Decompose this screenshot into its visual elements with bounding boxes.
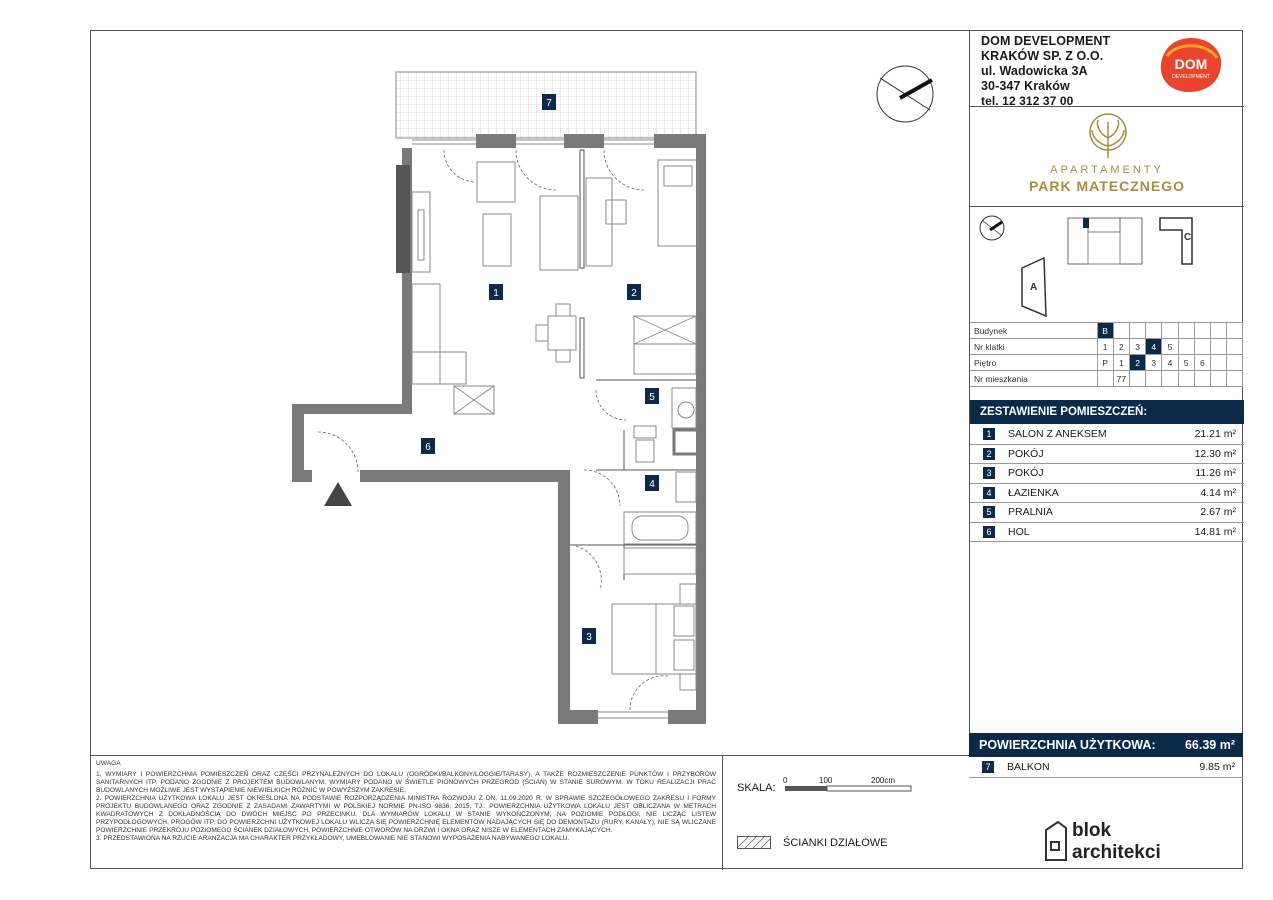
location-table-row — [970, 355, 1243, 371]
room-row — [970, 503, 1244, 523]
location-table-cell — [1130, 371, 1146, 387]
room-name: POKÓJ — [1008, 447, 1044, 460]
note-item: 1. WYMIARY I POWIERZCHNIA POMIESZCZEŃ ORAZ CZĘŚCI PRZYNALEŻNYCH DO LOKALU (OGRÓDKI/BALKONY/LOGGIE/TARASY), A TAKŻE ROZMIESZCZENIE PUNKTÓW I PRZYBORÓW SANITARNYCH ITP. PODANO ZGODNIE Z PROJEKTEM BUDOWLANYM. WYMIARY PODANO W ŚWIETLE PIONOWYCH PRZEGRÓD (ŚCIAN) W STANIE SUROWYM. W TOKU REALIZACJI PRAC BUDOWLANYCH MOŻLIWE JEST WYSTĄPIENIE NIEWIELKICH RÓŻNIC W POWYŻSZYM ZAKRESIE. — [96, 771, 716, 794]
keyplan-label-a: A — [1030, 282, 1038, 293]
architect-line-1: blok — [1072, 820, 1112, 841]
entrance-icon — [324, 482, 352, 506]
location-table-cell: 2 — [1130, 355, 1146, 371]
plan-label-5: 5 — [649, 392, 655, 403]
company-city: 30-347 Kraków — [981, 79, 1070, 93]
scale-label: SKALA: — [737, 782, 776, 794]
side-panel — [969, 30, 1243, 755]
location-table-cell — [1194, 323, 1210, 339]
location-table-cell — [1226, 323, 1242, 339]
blok-logo-icon — [1042, 820, 1068, 864]
location-table-cell: B — [1097, 323, 1113, 339]
room-area: 21.21 m² — [1194, 428, 1236, 440]
location-table-cell — [1210, 355, 1226, 371]
location-table-cell — [1226, 371, 1242, 387]
location-table-row — [970, 323, 1243, 339]
total-area-bar — [969, 733, 1243, 757]
room-row — [970, 425, 1244, 445]
blok-architekci-logo — [1040, 818, 1240, 868]
balcony-name: BALKON — [1007, 761, 1050, 773]
room-row — [970, 523, 1244, 543]
location-table-cell: 4 — [1146, 339, 1162, 355]
notes-block — [90, 756, 723, 870]
location-table-cell: 2 — [1113, 339, 1129, 355]
room-area: 14.81 m² — [1194, 525, 1236, 538]
scale-tick-100: 100 — [819, 776, 833, 785]
location-table-cell — [1178, 339, 1194, 355]
total-area-value: 66.39 m² — [1184, 738, 1235, 752]
total-area-label: POWIERZCHNIA UŻYTKOWA: — [979, 738, 1156, 752]
location-table-cell: 77 — [1113, 371, 1129, 387]
room-number: 1 — [983, 428, 995, 440]
project-brand — [970, 106, 1244, 207]
location-table-cell — [1130, 323, 1146, 339]
room-name: ŁAZIENKA — [1008, 486, 1059, 499]
partition-legend-label: ŚCIANKI DZIAŁOWE — [783, 837, 888, 849]
room-row — [970, 464, 1244, 484]
location-table-cell — [1178, 323, 1194, 339]
location-table-cell — [1113, 323, 1129, 339]
footer — [90, 755, 969, 870]
room-area: 4.14 m² — [1200, 486, 1236, 499]
scale-tick-0: 0 — [783, 776, 788, 785]
notes-header: UWAGA — [96, 760, 121, 767]
location-table — [970, 322, 1243, 387]
scale-legend-block — [723, 756, 969, 870]
location-table-cell — [1146, 371, 1162, 387]
company-name-1: DOM DEVELOPMENT — [981, 34, 1111, 48]
room-area: 11.26 m² — [1195, 467, 1236, 479]
location-table-cell: 3 — [1146, 355, 1162, 371]
note-item: 2. POWIERZCHNIA UŻYTKOWA LOKALU JEST OKREŚLONA NA PODSTAWIE ROZPORZĄDZENIA MINISTRA ROZWOJU Z DN. 11.09.2020 R. W SPRAWIE SZCZEGÓŁOWEGO ZAKRESU I FORMY PROJEKTU BUDOWLANEGO ORAZ ZGODNIE Z ZASADAMI ZAWARTYMI W POLSKIEJ NORMIE PN-ISO 9836: 2015, TJ.: POWIERZCHNIA UŻYTKOWA LOKALU JEST OBLICZANA W METRACH KWADRATOWYCH Z DOKŁADNOŚCIĄ DO DWÓCH MIEJSC PO PRZECINKU, DLA WYMIARÓW LOKALU W STANIE WYKOŃCZONYM, NA POZIOMIE PODŁOGI, NIE LICZĄC LISTEW PRZYPODŁOGOWYCH, PROGÓW ITP. DO POWIERZCHNI UŻYTKOWEJ LOKALU WLICZA SIĘ POWIERZCHNIĘ ELEMENTÓW NADAJĄCYCH SIĘ DO DEMONTAŻU (RURY, KANAŁY), NIE SĄ WLICZANE POWIERZCHNIE PRZEKROJU POZIOMEGO ŚCIANEK DZIAŁOWYCH, POWIERZCHNIE OTWORÓW NA DRZWI I OKNA ORAZ NISZE W ELEMENTACH ZAMYKAJĄCYCH. — [96, 795, 716, 834]
room-name: HOL — [1008, 525, 1030, 538]
plan-label-7: 7 — [546, 98, 552, 109]
company-block — [970, 30, 1244, 107]
location-table-cell — [1162, 323, 1178, 339]
plan-label-2: 2 — [631, 288, 637, 299]
location-table-cell — [1178, 371, 1194, 387]
rooms-header: ZESTAWIENIE POMIESZCZEŃ: — [970, 400, 1244, 424]
keyplan-building-b — [1068, 218, 1142, 264]
location-table-label: Nr klatki — [970, 339, 1097, 355]
location-table-cell — [1210, 371, 1226, 387]
company-street: ul. Wadowicka 3A — [981, 64, 1088, 78]
location-table-cell — [1194, 339, 1210, 355]
company-name-2: KRAKÓW SP. Z O.O. — [981, 49, 1104, 63]
room-name: SALON Z ANEKSEM — [1008, 428, 1107, 440]
plan-label-3: 3 — [586, 632, 592, 643]
location-table-cell: P — [1097, 355, 1113, 371]
keyplan-label-c: C — [1184, 232, 1192, 243]
room-row — [970, 445, 1244, 465]
dom-logo-subtext: DEVELOPMENT — [1172, 74, 1210, 80]
plan-label-1: 1 — [493, 288, 499, 299]
room-number: 5 — [983, 506, 995, 518]
room-number: 4 — [983, 487, 995, 499]
compass-icon — [877, 66, 933, 122]
walls — [292, 134, 706, 724]
location-table-cell: 3 — [1130, 339, 1146, 355]
room-row — [970, 484, 1244, 504]
location-table-cell: 1 — [1097, 339, 1113, 355]
partition-legend-swatch — [737, 836, 771, 850]
note-item: 3. PRZEDSTAWIONA NA RZUCIE ARANŻACJA MA CHARAKTER PRZYKŁADOWY, UMEBLOWANIE NIE STANOWI WYPOSAŻENIA NABYWANEGO LOKALU. — [96, 835, 570, 842]
balcony-number: 7 — [982, 761, 994, 773]
location-table-cell — [1210, 323, 1226, 339]
room-name: POKÓJ — [1008, 467, 1044, 479]
architect-line-2: architekci — [1072, 842, 1161, 863]
key-plan — [970, 206, 1244, 322]
project-name-bottom: PARK MATECZNEGO — [1028, 178, 1186, 194]
location-table-row — [970, 339, 1243, 355]
plan-room-labels — [421, 94, 659, 644]
location-table-label: Budynek — [970, 323, 1097, 339]
dom-development-logo — [1157, 36, 1225, 94]
keyplan-compass-icon — [980, 216, 1004, 240]
location-table-cell: 6 — [1194, 355, 1210, 371]
room-number: 6 — [983, 526, 995, 538]
balcony-row — [969, 758, 1243, 778]
location-table-cell: 5 — [1178, 355, 1194, 371]
location-table-label: Nr mieszkania — [970, 371, 1097, 387]
room-name: PRALNIA — [1008, 506, 1053, 518]
room-area: 2.67 m² — [1200, 506, 1236, 518]
plan-label-4: 4 — [649, 479, 655, 490]
location-table-cell: 5 — [1162, 339, 1178, 355]
room-area: 12.30 m² — [1194, 447, 1236, 460]
plan-label-6: 6 — [425, 442, 431, 453]
location-table-cell — [1226, 355, 1242, 371]
location-table-cell — [1226, 339, 1242, 355]
scale-tick-200: 200cm — [871, 776, 896, 785]
company-phone: tel. 12 312 37 00 — [981, 94, 1074, 108]
room-number: 3 — [983, 467, 995, 479]
rooms-list — [970, 425, 1244, 542]
project-name-top: APARTAMENTY — [1050, 164, 1164, 176]
dom-logo-text: DOM — [1174, 56, 1208, 72]
balcony-area: 9.85 m² — [1199, 761, 1235, 773]
location-table-label: Piętro — [970, 355, 1097, 371]
location-table-cell: 1 — [1113, 355, 1129, 371]
tree-logo-icon — [1086, 112, 1130, 160]
location-table-cell — [1210, 339, 1226, 355]
location-table-cell: 4 — [1162, 355, 1178, 371]
location-table-cell — [1162, 371, 1178, 387]
room-number: 2 — [983, 448, 995, 460]
location-table-row — [970, 371, 1243, 387]
location-table-cell — [1146, 323, 1162, 339]
location-table-cell — [1097, 371, 1113, 387]
location-table-cell — [1194, 371, 1210, 387]
